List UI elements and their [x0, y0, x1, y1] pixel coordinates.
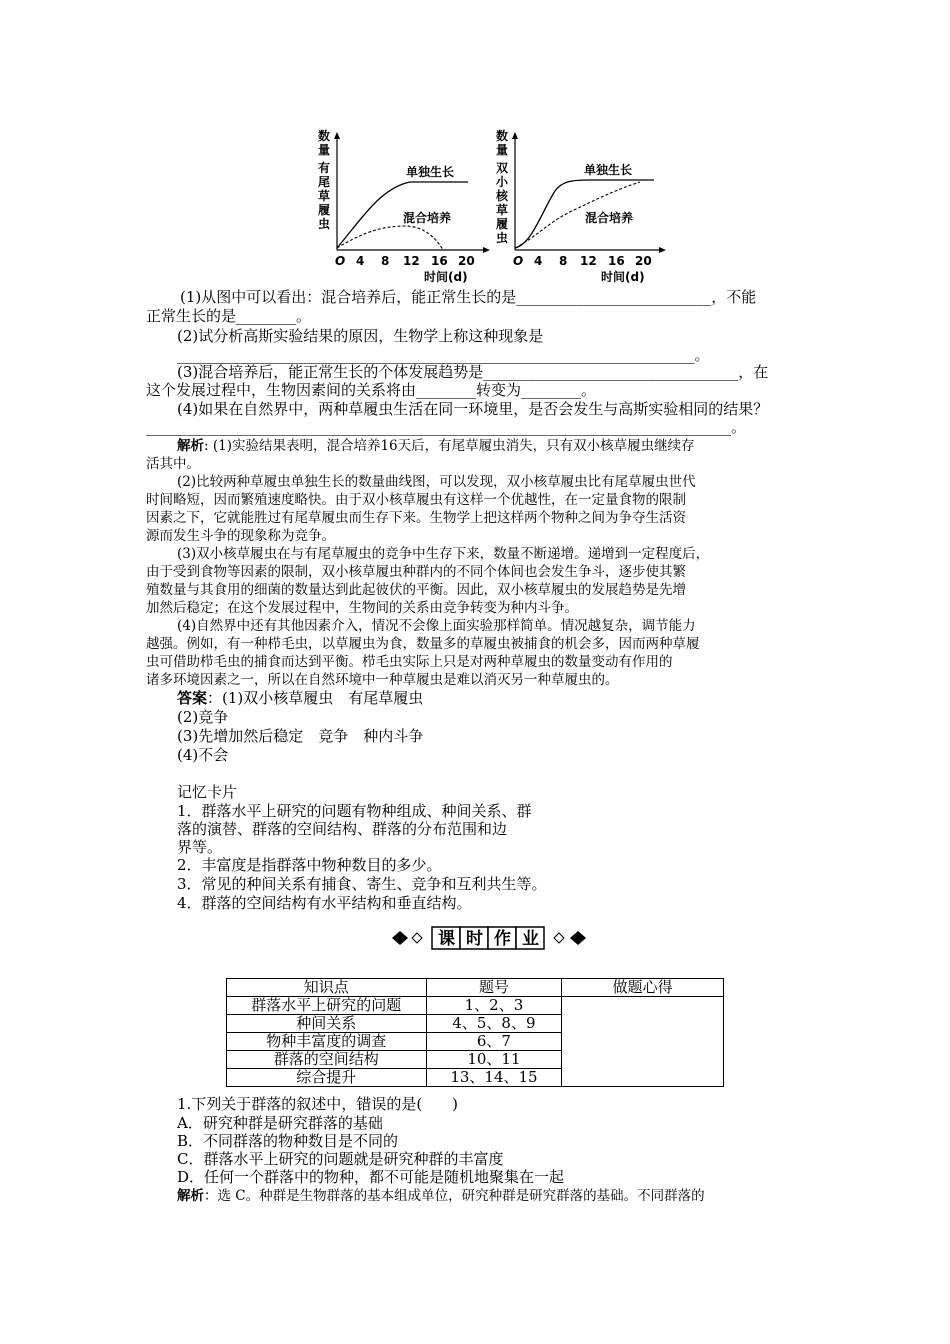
left-mixed-curve [337, 226, 443, 250]
notes-cell[interactable] [562, 997, 724, 1087]
homework-banner [390, 926, 600, 950]
diamond-icon [570, 931, 586, 945]
left-solo-label: 单独生长 [406, 165, 455, 179]
exercise-1-stem: 1.下列关于群落的叙述中，错误的是( ) [177, 1095, 459, 1113]
table-cell: 4、5、8、9 [426, 1015, 562, 1033]
analysis-line-4: 时间略短，因而繁殖速度略快。由于双小核草履虫有这样一个优越性，在一定量食物的限制 [146, 492, 686, 508]
svg-text:核: 核 [496, 189, 509, 203]
analysis-line-10: 加然后稳定；在这个发展过程中，生物间的关系由竞争转变为种内斗争。 [146, 600, 578, 616]
right-chart [495, 128, 666, 284]
answer-line-1: 答案：(1)双小核草履虫 有尾草履虫 [177, 689, 424, 707]
svg-text:8: 8 [559, 254, 568, 268]
memory-line-4: 2．丰富度是指群落中物种数目的多少。 [177, 856, 442, 874]
question-4-line-1: (4)如果在自然界中，两种草履虫生活在同一环境里，是否会发生与高斯实验相同的结果？ [177, 400, 769, 418]
left-xlabel: 时间(d) [424, 270, 468, 284]
table-header: 题号 [426, 979, 562, 997]
table-cell: 群落水平上研究的问题 [227, 997, 427, 1015]
banner-char-1: 课 [438, 929, 455, 949]
answer-line-3: (3)先增加然后稳定 竞争 种内斗争 [177, 727, 424, 745]
svg-text:双: 双 [496, 161, 509, 175]
analysis-line-7: (3)双小核草履虫在与有尾草履虫的竞争中生存下来，数量不断递增。递增到一定程度后， [177, 546, 710, 562]
svg-text:量: 量 [496, 143, 509, 157]
table-cell: 综合提升 [227, 1069, 427, 1087]
svg-text:小: 小 [496, 175, 509, 189]
svg-text:O: O [335, 254, 346, 268]
table-cell: 1、2、3 [426, 997, 562, 1015]
svg-text:履: 履 [496, 217, 509, 231]
table-row [227, 997, 724, 1015]
analysis-label: 解析 [177, 438, 204, 454]
knowledge-table [226, 978, 724, 1087]
analysis-line-11: (4)自然界中还有其他因素介入，情况不会像上面实验那样简单。情况越复杂，调节能力 [177, 618, 696, 634]
analysis-line-12: 越强。例如，有一种栉毛虫，以草履虫为食，数量多的草履虫被捕食的机会多，因而两种草履 [146, 636, 700, 652]
answer-line-2: (2)竞争 [177, 708, 229, 726]
left-chart [318, 128, 490, 284]
table-header-row [227, 979, 724, 997]
analysis-line-14: 诸多环境因素之一，所以在自然环境中一种草履虫是难以消灭另一种草履虫的。 [146, 672, 619, 688]
answer-line-4: (4)不会 [177, 746, 229, 764]
exercise-1-option-b: B．不同群落的物种数目是不同的 [177, 1132, 399, 1150]
table-cell: 物种丰富度的调查 [227, 1033, 427, 1051]
question-2-line-2: _____________________________________________________________________。 [177, 346, 710, 364]
exercise-1-option-d: D．任何一个群落中的物种，都不可能是随机地聚集在一起 [177, 1168, 565, 1186]
analysis-line-9: 殖数量与其食用的细菌的数量达到此起彼伏的平衡。因此，双小核草履虫的发展趋势是先增 [146, 582, 686, 598]
table-cell: 群落的空间结构 [227, 1051, 427, 1069]
svg-text:12: 12 [403, 254, 420, 268]
memory-line-3: 界等。 [177, 838, 223, 856]
svg-text:数: 数 [496, 129, 509, 143]
svg-text:20: 20 [635, 254, 652, 268]
svg-text:虫: 虫 [496, 231, 509, 245]
banner-char-3: 作 [494, 929, 511, 949]
svg-text:16: 16 [431, 254, 448, 268]
svg-text:量: 量 [318, 143, 331, 157]
table-cell: 种间关系 [227, 1015, 427, 1033]
question-4-line-2: ______________________________________________________________________________。 [146, 418, 747, 436]
svg-text:8: 8 [381, 254, 390, 268]
svg-text:虫: 虫 [318, 217, 331, 231]
analysis-line-6: 源而发生斗争的现象称为竞争。 [146, 528, 335, 544]
exercise-1-option-c: C．群落水平上研究的问题就是研究种群的丰富度 [177, 1150, 504, 1168]
diamond-icon [392, 931, 408, 945]
question-3-line-1: (3)混合培养后，能正常生长的个体发展趋势是__________________________________，在 [177, 363, 769, 381]
answer-label: 答案 [177, 689, 208, 707]
exercise-1-option-a: A．研究种群是研究群落的基础 [177, 1114, 383, 1132]
svg-text:4: 4 [534, 254, 543, 268]
svg-text:履: 履 [318, 203, 331, 217]
banner-char-4: 业 [522, 929, 539, 949]
svg-text:有: 有 [318, 161, 331, 175]
question-1-line-1: (1)从图中可以看出：混合培养后，能正常生长的是__________________________，不能 [180, 288, 757, 306]
svg-text:草: 草 [318, 189, 331, 203]
left-mixed-label: 混合培养 [403, 211, 452, 225]
table-header: 做题心得 [562, 979, 724, 997]
svg-text:尾: 尾 [318, 175, 331, 189]
analysis-line-5: 因素之下，它就能胜过有尾草履虫而生存下来。生物学上把这样两个物种之间为争夺生活资 [146, 510, 686, 526]
right-xlabel: 时间(d) [601, 270, 645, 284]
table-header: 知识点 [227, 979, 427, 997]
right-x-ticks [513, 254, 652, 268]
diamond-outline-icon [412, 933, 422, 943]
exercise-1-analysis-label: 解析 [177, 1188, 204, 1204]
question-2-line-1: (2)试分析高斯实验结果的原因，生物学上称这种现象是 [177, 327, 544, 345]
analysis-line-3: (2)比较两种草履虫单独生长的数量曲线图，可以发现，双小核草履虫比有尾草履虫世代 [177, 474, 696, 490]
right-solo-label: 单独生长 [584, 163, 633, 177]
svg-text:草: 草 [496, 203, 509, 217]
left-x-ticks [335, 254, 475, 268]
table-cell: 13、14、15 [426, 1069, 562, 1087]
svg-text:4: 4 [356, 254, 365, 268]
question-3-line-2: 这个发展过程中，生物因素间的关系将由________转变为________。 [146, 381, 597, 399]
svg-text:O: O [513, 254, 524, 268]
memory-card-title: 记忆卡片 [177, 783, 238, 801]
exercise-1-analysis: 解析：选 C。种群是生物群落的基本组成单位，研究种群是研究群落的基础。不同群落的 [177, 1188, 705, 1204]
memory-line-1: 1．群落水平上研究的问题有物种组成、种间关系、群 [177, 802, 532, 820]
growth-curves-figure [310, 126, 680, 286]
table-cell: 6、7 [426, 1033, 562, 1051]
table-cell: 10、11 [426, 1051, 562, 1069]
analysis-line-1: 解析: (1)实验结果表明，混合培养16天后，有尾草履虫消失，只有双小核草履虫继续存 [177, 438, 695, 454]
right-mixed-label: 混合培养 [585, 211, 634, 225]
svg-text:20: 20 [458, 254, 475, 268]
analysis-line-13: 虫可借助栉毛虫的捕食而达到平衡。栉毛虫实际上只是对两种草履虫的数量变动有作用的 [146, 654, 673, 670]
left-ylabel-1: 数 [318, 129, 331, 143]
analysis-line-2: 活其中。 [146, 456, 200, 472]
memory-line-6: 4．群落的空间结构有水平结构和垂直结构。 [177, 894, 472, 912]
memory-line-2: 落的演替、群落的空间结构、群落的分布范围和边 [177, 820, 508, 838]
svg-text:16: 16 [608, 254, 625, 268]
memory-line-5: 3．常见的种间关系有捕食、寄生、竞争和互利共生等。 [177, 875, 547, 893]
svg-text:12: 12 [580, 254, 597, 268]
diamond-outline-icon [554, 933, 564, 943]
analysis-line-8: 由于受到食物等因素的限制，双小核草履虫种群内的不同个体间也会发生争斗，逐步使其繁 [146, 564, 686, 580]
banner-char-2: 时 [466, 929, 483, 949]
question-1-line-2: 正常生长的是________。 [146, 307, 312, 325]
